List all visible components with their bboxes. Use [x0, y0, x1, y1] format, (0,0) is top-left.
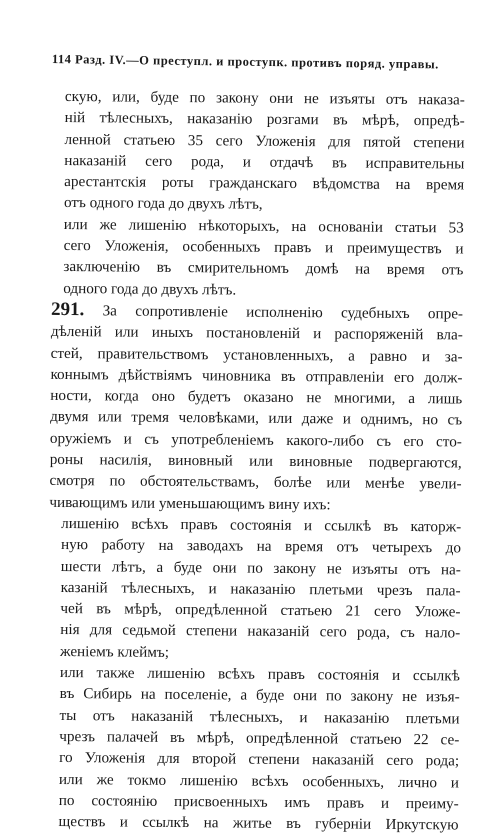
text-line: смотря по обстоятельствамъ, болѣе или менѣе увели-: [49, 472, 462, 493]
text-line: наказаній сего рода, и отдачѣ въ исправительны: [64, 151, 465, 173]
text-line: роны насилія, виновный или виновные подвергаются,: [49, 450, 462, 472]
text-line: дѣленій или иныхъ постановленій и распоряженій вла-: [50, 323, 463, 344]
text-line: ленной статьею 35 сего Уложенія для пятой степени: [64, 130, 465, 152]
text-line: въ Сибирь на поселеніе, а буде они по закону не изъя-: [59, 685, 460, 706]
text-line: коннымъ дѣйствіямъ чиновника въ отправленіи его долж-: [50, 365, 463, 387]
text-line: отъ одного года до двухъ лѣтъ,: [63, 194, 263, 214]
text-line: или также лишенію всѣхъ правъ состоянія и ссылкѣ: [59, 663, 460, 685]
text-line: ществъ и ссылкѣ на житье въ губерніи Иркутскую: [58, 813, 459, 834]
running-head: 114 Разд. IV.—О преступл. и проступк. противъ поряд. управы.: [51, 52, 439, 72]
text-line: го Уложенія для второй степени наказаній сего рода;: [59, 749, 460, 770]
text-line: шести лѣтъ, а буде они по закону не изъяты отъ на-: [60, 557, 461, 579]
text-line: женіемъ клеймъ;: [59, 642, 170, 661]
text-line: ную работу на заводахъ на время отъ четырехъ до: [60, 536, 462, 557]
text-line: чивающимъ или уменьшающимъ вину ихъ:: [49, 493, 331, 513]
text-line: по состоянію присвоенныхъ имъ правъ и преиму-: [58, 791, 459, 813]
text-line: казаній тѣлесныхъ, и наказанію плетьми чрезъ пала-: [60, 578, 461, 600]
text-line: скую, или, буде по закону они не изъяты отъ наказа-: [64, 87, 465, 109]
text-line: или же токмо лишенію всѣхъ особенныхъ, лично и: [58, 770, 460, 791]
text-line: стей, правительствомъ установленныхъ, а равно и за-: [50, 344, 463, 366]
text-line: ности, когда оно будетъ оказано не многими, а лишь: [50, 387, 463, 408]
text-line: арестантскія роты гражданскаго вѣдомства на время: [64, 173, 465, 194]
text-line: сего Уложенія, особенныхъ правъ и преимуществъ и: [63, 237, 464, 258]
text-line: За сопротивленіе исполненію судебныхъ опре-: [102, 302, 464, 323]
section-number: 291.: [50, 298, 85, 321]
text-line: ты отъ наказаній тѣлесныхъ, и наказанію плетьми: [59, 706, 460, 728]
text-line: оружіемъ и съ употребленіемъ какого-либо съ его сто-: [49, 429, 462, 451]
text-line: ній тѣлесныхъ, наказанію розгами въ мѣрѣ, опредѣ-: [64, 109, 465, 130]
text-line: чрезъ палачей въ мѣрѣ, опредѣленной статьею 22 се-: [59, 727, 460, 749]
text-line: нія для седьмой степени наказаній сего рода, съ нало-: [60, 621, 461, 642]
text-line: чей въ мѣрѣ, опредѣленной статьею 21 сего Уложе-: [60, 600, 461, 621]
text-line: одного года до двухъ лѣтъ.: [63, 279, 237, 299]
body-text: [49, 86, 465, 836]
text-line: заключенію въ смирительномъ домѣ на время отъ: [63, 258, 464, 279]
text-line: двумя или тремя человѣками, или даже и однимъ, но съ: [50, 408, 463, 429]
text-line: или же лишенію нѣкоторыхъ, на основаніи статьи 53: [63, 215, 464, 237]
text-line: лишенію всѣхъ правъ состоянія и ссылкѣ въ каторж-: [61, 514, 462, 536]
